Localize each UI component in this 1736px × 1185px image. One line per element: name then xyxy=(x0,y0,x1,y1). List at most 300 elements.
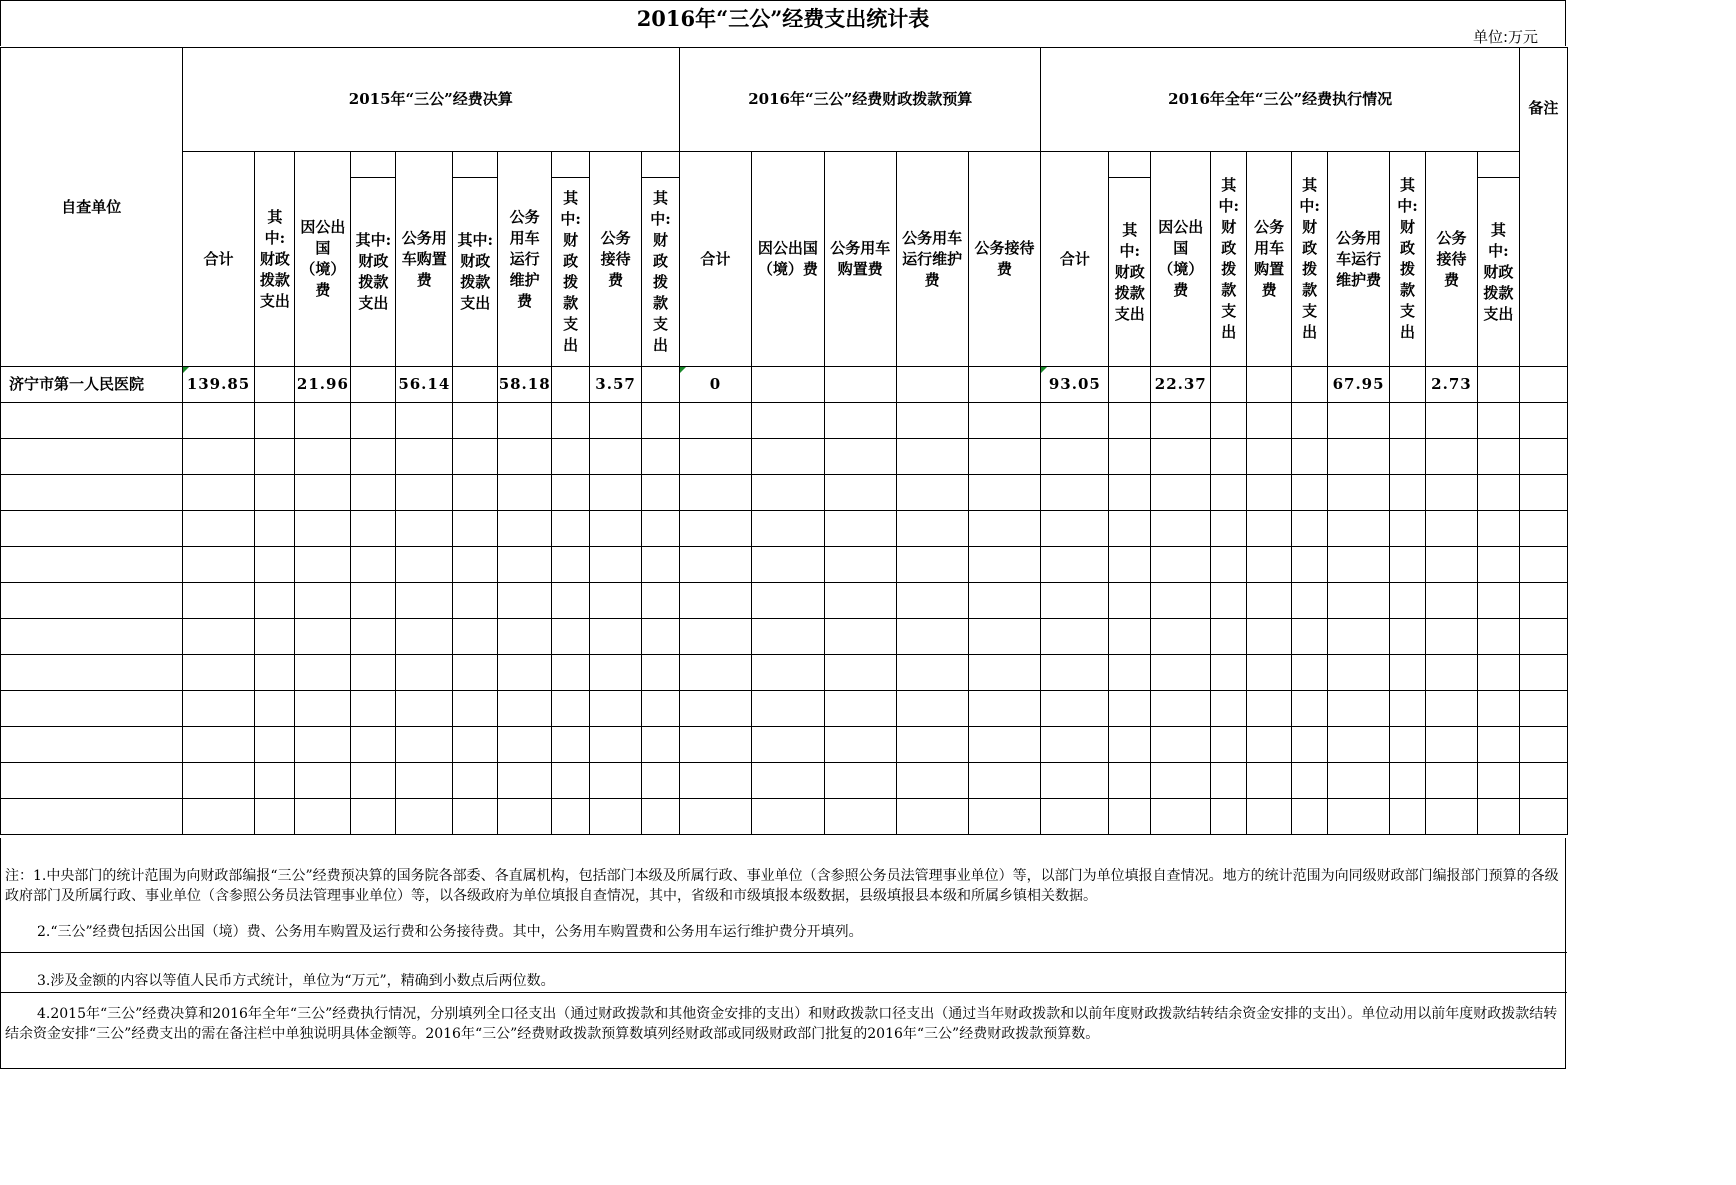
cell-empty xyxy=(590,799,642,835)
cell-empty xyxy=(1109,439,1151,475)
cell-empty xyxy=(1425,691,1477,727)
cell-empty xyxy=(453,655,498,691)
cell-empty xyxy=(1328,727,1390,763)
cell-empty xyxy=(1425,403,1477,439)
h-2016e-blank-2 xyxy=(1477,152,1519,178)
cell-empty xyxy=(1328,763,1390,799)
cell-empty xyxy=(1425,547,1477,583)
cell-empty xyxy=(396,655,453,691)
cell-empty xyxy=(1292,367,1328,403)
cell-empty xyxy=(498,619,552,655)
cell-empty xyxy=(1292,691,1328,727)
cell-empty xyxy=(295,511,351,547)
cell-empty xyxy=(552,763,590,799)
cell-empty xyxy=(1109,583,1151,619)
cell-empty xyxy=(642,475,680,511)
cell-empty xyxy=(1,547,183,583)
cell-empty xyxy=(590,691,642,727)
cell-empty xyxy=(642,691,680,727)
cell-empty xyxy=(1,763,183,799)
cell-empty xyxy=(1109,547,1151,583)
cell-empty xyxy=(642,403,680,439)
cell-empty xyxy=(896,763,968,799)
h-2016e-reception-fin: 其中:财政拨款支出 xyxy=(1477,178,1519,367)
cell-empty xyxy=(1151,547,1211,583)
cell-empty xyxy=(1425,583,1477,619)
cell-empty xyxy=(1041,655,1109,691)
cell-empty xyxy=(968,727,1041,763)
cell-empty xyxy=(1151,475,1211,511)
cell-empty xyxy=(751,691,824,727)
cell-empty xyxy=(351,547,396,583)
cell-empty xyxy=(1109,403,1151,439)
cell-empty xyxy=(1328,799,1390,835)
cell-empty xyxy=(255,763,295,799)
cell-empty xyxy=(680,403,752,439)
cell-empty xyxy=(453,691,498,727)
cell-empty xyxy=(351,619,396,655)
cell-empty xyxy=(1292,511,1328,547)
cell-empty xyxy=(1,727,183,763)
cell-empty xyxy=(396,403,453,439)
cell-empty xyxy=(1292,727,1328,763)
h-2016e-abroad-fin: 其中:财政拨款支出 xyxy=(1211,152,1247,367)
cell-empty xyxy=(1425,763,1477,799)
cell-empty xyxy=(1519,367,1567,403)
cell-empty xyxy=(1477,619,1519,655)
cell-empty xyxy=(453,619,498,655)
cell-empty xyxy=(1211,619,1247,655)
note-divider xyxy=(1,992,1567,993)
h-2015-total: 合计 xyxy=(182,152,255,367)
cell-empty xyxy=(453,403,498,439)
cell-empty xyxy=(590,763,642,799)
cell-empty xyxy=(1390,619,1426,655)
header-unit: 自查单位 xyxy=(1,48,183,367)
cell-empty xyxy=(255,619,295,655)
cell-empty xyxy=(1109,619,1151,655)
cell-empty xyxy=(1151,619,1211,655)
cell-empty xyxy=(1292,403,1328,439)
cell-empty xyxy=(295,655,351,691)
cell-empty xyxy=(824,691,896,727)
statistics-table xyxy=(0,47,1568,835)
h-2015-car-purchase: 公务用车购置费 xyxy=(396,152,453,367)
cell-empty xyxy=(1,691,183,727)
cell-empty xyxy=(751,367,824,403)
cell-empty xyxy=(1477,475,1519,511)
cell-empty xyxy=(680,655,752,691)
cell-empty xyxy=(642,763,680,799)
cell-empty xyxy=(751,583,824,619)
cell-empty xyxy=(1109,475,1151,511)
cell-empty xyxy=(182,763,255,799)
cell-empty xyxy=(590,727,642,763)
cell-empty xyxy=(1211,475,1247,511)
h-2016e-car-purchase: 公务用车购置费 xyxy=(1247,152,1292,367)
cell-empty xyxy=(182,655,255,691)
cell-empty xyxy=(295,475,351,511)
h-2015-blank-3 xyxy=(552,152,590,178)
page-title: 2016年“三公”经费支出统计表 xyxy=(0,0,1566,46)
cell-empty xyxy=(255,367,295,403)
cell-empty xyxy=(968,799,1041,835)
cell-empty xyxy=(552,403,590,439)
cell-empty xyxy=(1425,511,1477,547)
h-2016e-total-fin: 其中:财政拨款支出 xyxy=(1109,178,1151,367)
cell-empty xyxy=(396,799,453,835)
cell-empty xyxy=(1425,439,1477,475)
cell-empty xyxy=(1477,439,1519,475)
cell-empty xyxy=(351,367,396,403)
notes-section xyxy=(0,838,1566,1069)
cell-empty xyxy=(1211,439,1247,475)
cell-empty xyxy=(896,691,968,727)
cell-empty xyxy=(896,511,968,547)
cell-empty xyxy=(552,619,590,655)
note-4: 4.2015年“三公”经费决算和2016年全年“三公”经费执行情况，分别填列全口径支出（通过财政拨款和其他资金安排的支出）和财政拨款口径支出（通过当年财政拨款和以前年度财政拨款结转结余资金安排的支出）。单位动用以前年度财政拨款结转结余资金安排“三公”经费支出的需在备注栏中单独说明具体金额等。2016年“三公”经费财政拨款预算数填列经财政部或同级财政部门批复的2016年“三公”经费财政拨款预算数。 xyxy=(5,1006,1558,1042)
cell-empty xyxy=(1041,619,1109,655)
cell-empty xyxy=(590,655,642,691)
cell-empty xyxy=(968,583,1041,619)
cell-empty xyxy=(1247,763,1292,799)
cell-empty xyxy=(498,727,552,763)
cell-empty xyxy=(1328,511,1390,547)
cell-empty xyxy=(396,511,453,547)
cell-empty xyxy=(498,439,552,475)
cell-empty xyxy=(182,403,255,439)
cell-empty xyxy=(896,403,968,439)
table-row xyxy=(1,655,1568,691)
cell-empty xyxy=(1292,619,1328,655)
cell-empty xyxy=(1519,619,1567,655)
cell-empty xyxy=(453,763,498,799)
table-row xyxy=(1,619,1568,655)
cell-empty xyxy=(751,727,824,763)
cell-empty xyxy=(824,439,896,475)
note-divider xyxy=(1,952,1567,953)
cell-empty xyxy=(453,367,498,403)
cell-empty xyxy=(498,691,552,727)
cell-empty xyxy=(1041,547,1109,583)
h-2016b-car-maint: 公务用车运行维护费 xyxy=(896,152,968,367)
cell-empty xyxy=(1390,799,1426,835)
cell-empty xyxy=(453,799,498,835)
cell-empty xyxy=(1477,583,1519,619)
cell-empty xyxy=(396,727,453,763)
cell-empty xyxy=(1328,619,1390,655)
cell-empty xyxy=(1292,439,1328,475)
cell-empty xyxy=(1109,727,1151,763)
cell-empty xyxy=(1292,763,1328,799)
cell-empty xyxy=(1109,367,1151,403)
cell-empty xyxy=(751,799,824,835)
cell-empty xyxy=(1,511,183,547)
cell-empty xyxy=(1519,655,1567,691)
h-2015-car-purchase-fin: 其中:财政拨款支出 xyxy=(453,178,498,367)
note-2: 2.“三公”经费包括因公出国（境）费、公务用车购置及运行费和公务接待费。其中，公务用车购置费和公务用车运行维护费分开填列。 xyxy=(37,924,863,940)
cell-empty xyxy=(642,547,680,583)
cell-empty xyxy=(351,439,396,475)
cell-empty xyxy=(1,655,183,691)
cell-empty xyxy=(295,439,351,475)
cell-empty xyxy=(1477,727,1519,763)
cell-empty xyxy=(552,583,590,619)
cell-empty xyxy=(1519,727,1567,763)
cell-empty xyxy=(642,367,680,403)
cell-empty xyxy=(1,799,183,835)
cell-empty xyxy=(1,619,183,655)
cell-empty xyxy=(1109,691,1151,727)
cell-empty xyxy=(552,511,590,547)
cell-empty xyxy=(1292,583,1328,619)
cell-empty xyxy=(255,583,295,619)
cell-empty xyxy=(642,619,680,655)
cell-empty xyxy=(590,475,642,511)
table-row xyxy=(1,439,1568,475)
cell-empty xyxy=(1477,547,1519,583)
cell-empty xyxy=(182,799,255,835)
cell-empty xyxy=(1247,799,1292,835)
cell-empty xyxy=(295,727,351,763)
cell-empty xyxy=(1390,403,1426,439)
h-2015-reception-fin: 其中:财政拨款支出 xyxy=(642,178,680,367)
cell-empty xyxy=(1151,439,1211,475)
cell-empty xyxy=(255,691,295,727)
cell-empty xyxy=(498,547,552,583)
cell-empty xyxy=(680,475,752,511)
cell-empty xyxy=(1151,691,1211,727)
cell-empty xyxy=(498,799,552,835)
cell-empty xyxy=(1519,547,1567,583)
cell-empty xyxy=(295,547,351,583)
cell-empty xyxy=(1328,583,1390,619)
cell-empty xyxy=(590,439,642,475)
cell-empty xyxy=(1109,763,1151,799)
cell-empty xyxy=(1151,655,1211,691)
cell-empty xyxy=(1519,583,1567,619)
cell-empty xyxy=(1109,655,1151,691)
cell-empty xyxy=(255,475,295,511)
cell-empty xyxy=(182,583,255,619)
cell-empty xyxy=(1211,691,1247,727)
cell-empty xyxy=(1390,547,1426,583)
cell-empty xyxy=(1109,511,1151,547)
cell-empty xyxy=(824,403,896,439)
cell-empty xyxy=(1425,475,1477,511)
cell-empty xyxy=(1041,763,1109,799)
cell-empty xyxy=(396,763,453,799)
h-2016e-abroad: 因公出国（境）费 xyxy=(1151,152,1211,367)
h-2016e-total: 合计 xyxy=(1041,152,1109,367)
cell-empty xyxy=(896,619,968,655)
cell-empty xyxy=(552,439,590,475)
cell-empty xyxy=(968,763,1041,799)
cell-empty xyxy=(396,439,453,475)
cell-empty xyxy=(1041,583,1109,619)
table-row xyxy=(1,763,1568,799)
cell-empty xyxy=(1151,799,1211,835)
cell-empty xyxy=(351,691,396,727)
cell-empty xyxy=(1211,367,1247,403)
cell-empty xyxy=(1390,439,1426,475)
cell-empty xyxy=(1519,691,1567,727)
cell-empty xyxy=(1,439,183,475)
cell-empty xyxy=(1328,691,1390,727)
cell-empty xyxy=(824,763,896,799)
cell-empty xyxy=(295,403,351,439)
cell-empty xyxy=(1390,727,1426,763)
h-2016b-total: 合计 xyxy=(680,152,752,367)
table-row xyxy=(1,547,1568,583)
cell-2016e-abroad: 22.37 xyxy=(1151,367,1211,403)
cell-2015-car-purchase: 56.14 xyxy=(396,367,453,403)
cell-empty xyxy=(255,727,295,763)
header-2016-budget: 2016年“三公”经费财政拨款预算 xyxy=(680,48,1041,152)
cell-empty xyxy=(255,799,295,835)
cell-empty xyxy=(1247,691,1292,727)
cell-empty xyxy=(824,799,896,835)
table-row xyxy=(1,799,1568,835)
cell-2015-reception: 3.57 xyxy=(590,367,642,403)
cell-empty xyxy=(896,583,968,619)
cell-empty xyxy=(642,583,680,619)
cell-empty xyxy=(182,475,255,511)
cell-empty xyxy=(1211,511,1247,547)
cell-empty xyxy=(396,475,453,511)
cell-empty xyxy=(453,547,498,583)
cell-empty xyxy=(680,691,752,727)
cell-empty xyxy=(1041,691,1109,727)
h-2016e-blank-1 xyxy=(1109,152,1151,178)
h-2015-abroad-fin: 其中:财政拨款支出 xyxy=(351,178,396,367)
cell-empty xyxy=(1477,655,1519,691)
cell-empty xyxy=(1247,619,1292,655)
cell-empty xyxy=(1247,367,1292,403)
cell-empty xyxy=(255,511,295,547)
cell-empty xyxy=(1041,727,1109,763)
cell-empty xyxy=(1328,439,1390,475)
cell-empty xyxy=(396,691,453,727)
cell-empty xyxy=(590,583,642,619)
cell-empty xyxy=(1041,403,1109,439)
cell-empty xyxy=(1292,475,1328,511)
cell-2016e-total: 93.05 xyxy=(1041,367,1109,403)
h-2016e-car-maint-fin: 其中:财政拨款支出 xyxy=(1390,152,1426,367)
cell-empty xyxy=(1519,511,1567,547)
cell-empty xyxy=(1247,655,1292,691)
cell-empty xyxy=(498,655,552,691)
cell-empty xyxy=(182,619,255,655)
h-2016e-car-purchase-fin: 其中:财政拨款支出 xyxy=(1292,152,1328,367)
cell-empty xyxy=(896,655,968,691)
cell-empty xyxy=(1477,691,1519,727)
cell-2016b-total: 0 xyxy=(680,367,752,403)
cell-empty xyxy=(1211,403,1247,439)
cell-empty xyxy=(498,583,552,619)
cell-empty xyxy=(1247,583,1292,619)
cell-2015-total: 139.85 xyxy=(182,367,255,403)
cell-empty xyxy=(751,619,824,655)
cell-empty xyxy=(1519,403,1567,439)
cell-empty xyxy=(1390,691,1426,727)
cell-empty xyxy=(1247,439,1292,475)
cell-empty xyxy=(590,619,642,655)
cell-empty xyxy=(1151,403,1211,439)
cell-empty xyxy=(255,655,295,691)
cell-empty xyxy=(351,763,396,799)
cell-empty xyxy=(968,547,1041,583)
cell-empty xyxy=(351,583,396,619)
cell-empty xyxy=(351,799,396,835)
unit-label: 单位:万元 xyxy=(1472,28,1538,46)
cell-empty xyxy=(751,547,824,583)
h-2015-blank-2 xyxy=(453,152,498,178)
cell-empty xyxy=(1247,547,1292,583)
cell-empty xyxy=(295,619,351,655)
cell-empty xyxy=(396,619,453,655)
cell-empty xyxy=(453,439,498,475)
cell-empty xyxy=(824,655,896,691)
cell-empty xyxy=(1109,799,1151,835)
cell-empty xyxy=(590,511,642,547)
cell-empty xyxy=(1211,763,1247,799)
cell-empty xyxy=(453,583,498,619)
cell-empty xyxy=(1,583,183,619)
cell-empty xyxy=(1247,475,1292,511)
cell-empty xyxy=(680,547,752,583)
cell-empty xyxy=(824,547,896,583)
cell-empty xyxy=(552,475,590,511)
cell-empty xyxy=(552,547,590,583)
cell-empty xyxy=(896,547,968,583)
h-2016b-car-purchase: 公务用车购置费 xyxy=(824,152,896,367)
cell-empty xyxy=(1477,367,1519,403)
cell-empty xyxy=(295,799,351,835)
cell-2015-car-maint: 58.18 xyxy=(498,367,552,403)
header-2015-final: 2015年“三公”经费决算 xyxy=(182,48,679,152)
cell-empty xyxy=(968,619,1041,655)
cell-empty xyxy=(824,727,896,763)
cell-empty xyxy=(498,403,552,439)
cell-empty xyxy=(751,655,824,691)
cell-empty xyxy=(896,799,968,835)
cell-empty xyxy=(182,547,255,583)
cell-empty xyxy=(295,583,351,619)
cell-empty xyxy=(680,439,752,475)
cell-empty xyxy=(968,475,1041,511)
cell-empty xyxy=(896,475,968,511)
cell-empty xyxy=(498,475,552,511)
table-row xyxy=(1,511,1568,547)
cell-empty xyxy=(751,439,824,475)
cell-2016e-reception: 2.73 xyxy=(1425,367,1477,403)
cell-empty xyxy=(751,763,824,799)
cell-empty xyxy=(1477,799,1519,835)
cell-empty xyxy=(1151,511,1211,547)
cell-empty xyxy=(295,763,351,799)
h-2015-car-maint-fin: 其中:财政拨款支出 xyxy=(552,178,590,367)
cell-empty xyxy=(552,655,590,691)
table-row xyxy=(1,475,1568,511)
cell-empty xyxy=(351,475,396,511)
cell-empty xyxy=(1151,583,1211,619)
cell-empty xyxy=(1425,799,1477,835)
cell-empty xyxy=(896,727,968,763)
h-2016b-abroad: 因公出国（境）费 xyxy=(751,152,824,367)
cell-empty xyxy=(255,547,295,583)
h-2015-total-fin: 其中:财政拨款支出 xyxy=(255,152,295,367)
